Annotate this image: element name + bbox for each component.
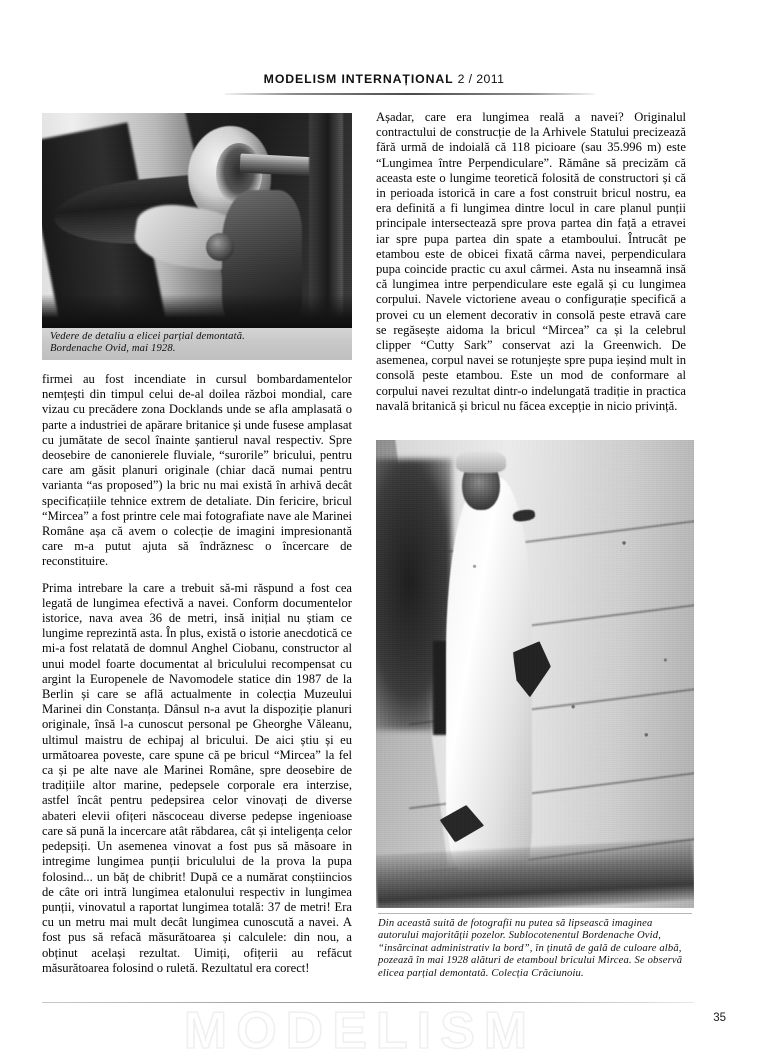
running-head-issue: 2 / 2011 (457, 72, 505, 86)
caption-divider (378, 913, 692, 914)
running-head (0, 70, 768, 88)
running-head-magazine: MODELISM INTERNAȚIONAL (263, 72, 454, 86)
photo-officer-beside-stern-post (376, 440, 694, 908)
figure-propeller (42, 113, 352, 360)
figure-officer (376, 440, 694, 982)
right-text-column (376, 110, 686, 414)
page-number: 35 (713, 1012, 726, 1024)
caption-text: Din această suită de fotografii nu putea să lipsească imaginea autorului majorității pozelor. Sublocotenentul Bordenache Ovid, “insărcinat administrativ la bord”, în ținută de gală de culoare albă, pozează în mai 1928 alături de etamboul bricului Mircea. Se observă elicea parțial demontată. Colecția Crăciunoiu. (378, 918, 683, 979)
figure-caption-officer (376, 908, 694, 982)
left-text-column (42, 372, 352, 976)
paragraph-asadar-lungimea-reala: Așadar, care era lungimea reală a navei? Originalul contractului de construcție de la Arhivele Statului precizează fără urmă de indoială că 118 picioare (sau 35.996 m) este “Lungimea între Perpendiculare”. Rămâne să precizăm că aceasta este o lungime teoretică folosită de constructori și că in perioada istorică in care a fost construit bricul nostru, ea era definită a fi lungimea dintre locul in care planul punții principale intersectează spre prova partea din față a etravei iar spre pupa partea din spate a etamboului. Întrucât pe etambou este de obicei fixată cârma navei, perpendiculara pupa coincide practic cu axul cârmei. Asta nu inseamnă insă că lungimea intre perpendiculare este egală și cu lungimea corpului. Navele victoriene aveau o configurație specifică a provei cu un element decorativ in consolă peste etravă care se regăsește aidoma la bricul “Mircea” ca și la celebrul clipper “Cutty Sark” conservat azi la Greenwich. De asemenea, corpul navei se rotunjește spre pupa ieșind mult in consolă peste etambou. Este un mod de conformare al corpului navei rezultat dintr-o indelungată tradiție in practica navală britanică și bricul nu făcea excepție in nicio privință. (376, 110, 686, 413)
caption-line-2: Bordenache Ovid, mai 1928. (50, 343, 176, 355)
paragraph-prima-intrebare-lungime: Prima intrebare la care a trebuit să-mi răspund a fost cea legată de lungimea efectivă a navei. Conform documentelor istorice, nava avea 36 de metri, insă inițial nu știam ce lungime reprezintă asta. În plus, există o istorie anecdotică ce mi-a fost relatată de domnul Anghel Ciobanu, constructor al unui model foarte documentat al briculului recompensat cu argint la Europenele de Navomodele statice din 1987 de la Berlin și care se află actualmente in colecția Muzeului Marinei din Constanța. Dânsul n-a avut la dispoziție planuri originale, însă l-a cunoscut personal pe Gheorghe Văleanu, ultimul maistru de echipaj al bricului. De aici știu și eu următoarea poveste, care spune că pe bricul “Mircea” la fel ca și pe alte nave ale Marinei Române, spre deosebire de tradițiile altor marine, pedepsele corporale era interzise, astfel încât pentru pedepsirea celor vinovați de diverse abateri elevii ofițeri născoceau diverse pedepse ingenioase care să pună la incercare atât răbdarea, cât și inteligența celor pedepsiți. Un asemenea vinovat a fost pus să măsoare in intregime lungimea punții briculului de la prova la pupa folosind... un băț de chibrit! După ce a numărat conștiincios de câte ori intră lungimea etalonului respectiv in lungimea punții, vinovatul a raportat lungimea totală: 37 de metri! Era cu un metru mai mult decât lungimea cunoscută a navei. A fost pus să refacă măsurătoarea și calculele: din nou, a obținut același rezultat. Uimiți, ofițerii au refăcut măsurătoarea folosind o ruletă. Rezultatul era corect! (42, 580, 352, 975)
photo-film-grain (42, 113, 352, 328)
header-divider-rule (225, 93, 595, 95)
paragraph-firmei-bombardamente: firmei au fost incendiate in cursul bombardamentelor nemțești din timpul celui de-al doilea război mondial, care vizau cu precădere zona Docklands unde se afla amplasată o parte a industriei de apărare britanice și unde fusese amplasat cu jumătate de secol înainte șantierul naval respectiv. Spre deosebire de canonierele fluviale, “surorile” bricului, pentru care am găsit planuri originale (chiar dacă numai pentru varianta “as proposed”) la bric nu mai există în arhivă decât specificațiile tehnice extrem de detaliate. Din fericire, bricul “Mircea” a fost printre cele mai fotografiate nave ale Marinei Române așa că avem o colecție de imagini impresionantă care m-a putut ajuta să îndrăznesc o încercare de reconstituire. (42, 372, 352, 569)
modelism-watermark: MODELISM (183, 1002, 537, 1060)
photo-propeller-partially-dismounted (42, 113, 352, 328)
photo-film-grain (376, 440, 694, 908)
caption-line-1: Vedere de detaliu a elicei parțial demontată. (50, 331, 245, 342)
figure-caption-propeller (42, 328, 352, 360)
